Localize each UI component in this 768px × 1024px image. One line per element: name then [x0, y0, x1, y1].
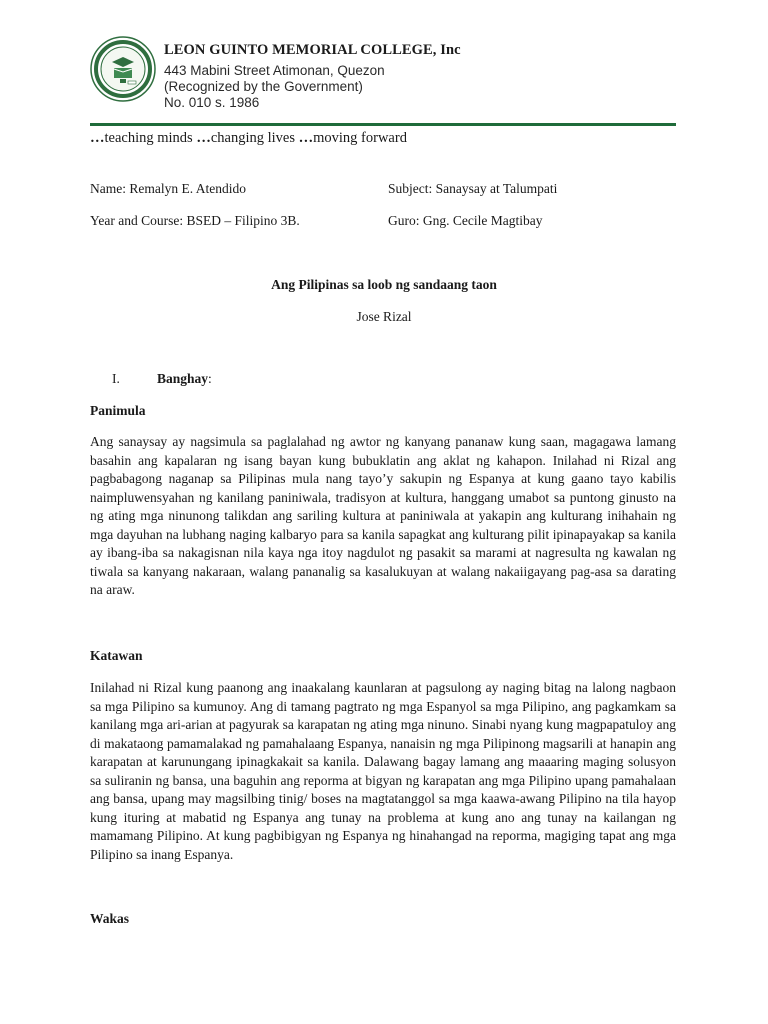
school-motto	[90, 130, 407, 147]
katawan-heading: Katawan	[90, 648, 143, 663]
wakas-heading: Wakas	[90, 911, 130, 926]
section-label: Banghay	[157, 371, 209, 386]
motto-ellipsis: …	[90, 130, 105, 146]
school-recognition: (Recognized by the Government)	[164, 79, 363, 94]
section-colon: :	[208, 371, 212, 386]
subject: Subject: Sanaysay at Talumpati	[388, 181, 558, 196]
school-number: No. 010 s. 1986	[164, 95, 260, 110]
motto-part-3: moving forward	[313, 130, 407, 146]
motto-ellipsis: …	[298, 130, 314, 146]
essay-title: Ang Pilipinas sa loob ng sandaang taon	[271, 277, 497, 292]
essay-author: Jose Rizal	[356, 309, 412, 324]
section-number: I.	[112, 371, 120, 386]
year-course: Year and Course: BSED – Filipino 3B.	[90, 213, 300, 228]
section-heading	[157, 371, 212, 387]
student-name: Name: Remalyn E. Atendido	[90, 181, 246, 196]
header-divider	[90, 123, 676, 126]
motto-part-1: teaching minds	[104, 130, 197, 146]
school-name: LEON GUINTO MEMORIAL COLLEGE, Inc	[164, 42, 461, 58]
school-address: 443 Mabini Street Atimonan, Quezon	[164, 63, 385, 78]
teacher: Guro: Gng. Cecile Magtibay	[388, 213, 543, 228]
motto-ellipsis: …	[196, 130, 211, 146]
panimula-paragraph: Ang sanaysay ay nagsimula sa paglalahad ng awtor ng kanyang pananaw kung saan, magagawa lamang basahin ang kapalaran ng isang bayan kung bubuklatin ang aklat ng kahapon. Inilahad ni Rizal ang pagbabagong naganap sa Pilipinas mula nang tayo’y sakupin ng Espanya at kung gaano tayo kabilis naimpluwensyahan ng kanilang paniniwala, tradisyon at kultura, hanggang umabot sa puntong ginusto na ng ating mga ninunong talikdan ang sariling kultura at paniniwala at yakapin ang kulturang inihahain ng mga dayuhan na lubhang naging kalbaryo para sa kanila sapagkat ang kulturang pilit ipinapayakap sa kanila ay ibang-iba sa nakagisnan nila kaya nga itoy nagdulot ng pasakit sa marami at nagresulta ng kawalan ng tiwala sa kanyang nakaraan, walang pananalig sa kasalukuyan at walang nakaiigayang pag-asa sa darating na araw.	[90, 434, 676, 597]
school-seal-logo	[90, 36, 156, 102]
katawan-paragraph: Inilahad ni Rizal kung paanong ang inaakalang kaunlaran at pagsulong ay naging bitag na lalong nagbaon sa mga Pilipino sa kumunoy. Ang di tamang pagtrato ng mga Espanyol sa mga Pilipino, ang pagkamkam sa kanilang mga ari-arian at pagyurak sa karapatan ng ating mga ninuno. Sinabi nyang kung magpapatuloy ang di makataong pamamalakad ng pamahalaang Espanya, nanaisin ng mga Pilipinong magsarili at hanapin ang karapatan at karunungang ipinagkakait sa kanila. Dalawang bagay lamang ang maaaring maging solusyon sa suliranin ng bansa, una baguhin ang reporma at bigyan ng karapatan ang mga Pilipino upang pamahalaan ang bansa, upang may magsilbing tinig/ boses na magtatanggol sa mga kaawa-awang Pilipino na tila hayop kung ituring at mabatid ng Espanya ang tunay na problema at kung ano ang tunay na kailangan ng mamamang Pilipino. At kung pagbibigyan ng Espanya ng hinahangad na reporma, magiging tapat ang mga Pilipino sa inang Espanya.	[90, 680, 676, 862]
motto-part-2: changing lives	[210, 130, 299, 146]
panimula-heading: Panimula	[90, 403, 146, 418]
